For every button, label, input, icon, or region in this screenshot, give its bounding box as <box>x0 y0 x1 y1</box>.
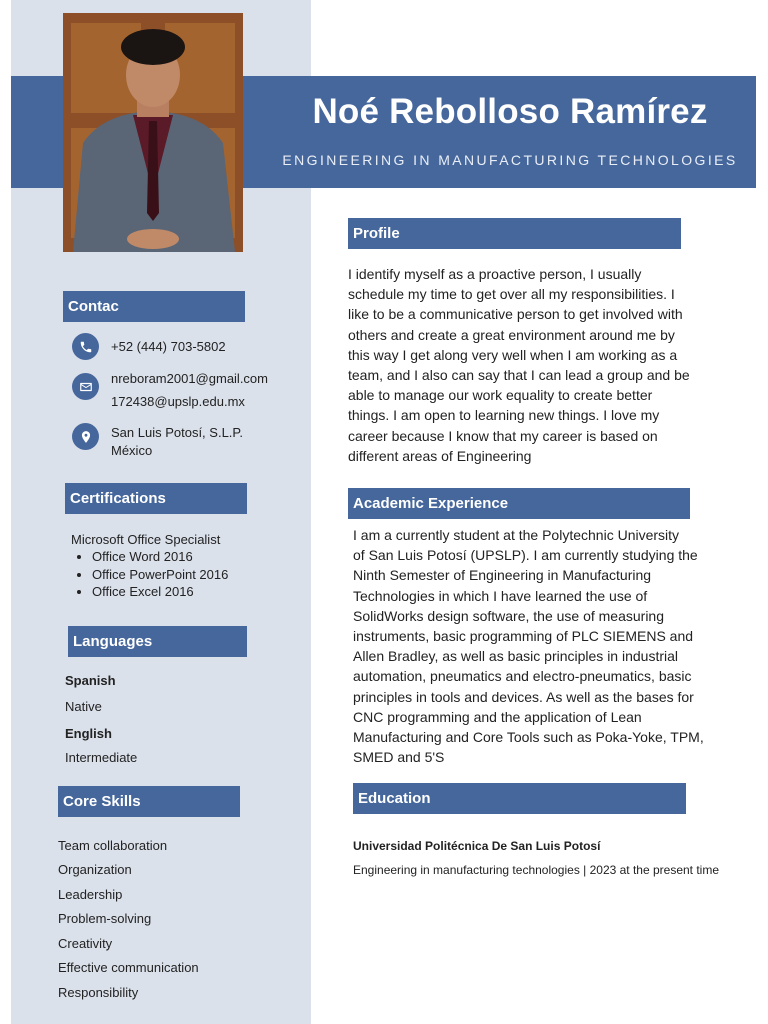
address-line-2: México <box>111 443 153 458</box>
degree-detail: Engineering in manufacturing technologies | 2023 at the present time <box>353 863 720 877</box>
list-item: Creativity <box>58 936 113 951</box>
text-line: others and create a great environment around me by <box>348 326 675 343</box>
text-line: different areas of Engineering <box>348 447 532 464</box>
address-line-1: San Luis Potosí, S.L.P. <box>111 425 244 440</box>
text-line: Ninth Semester of Engineering in Manufacturing <box>353 567 652 584</box>
list-item: • Office PowerPoint 2016 <box>92 566 228 584</box>
school-name: Universidad Politécnica De San Luis Potosí <box>353 839 601 853</box>
list-item: • Office Word 2016 <box>92 548 228 566</box>
languages-heading: Languages <box>68 626 247 657</box>
education-heading: Education <box>353 783 686 814</box>
text-line: I identify myself as a proactive person, I usually <box>348 266 642 282</box>
text-line: Technologies in which I have learned the use of <box>353 587 648 604</box>
text-line: team, and I also can say that I can lead a group and be <box>348 367 690 384</box>
certification-intro: Microsoft Office Specialist <box>71 532 221 547</box>
text-line: Manufacturing and Core Tools such as Poka-Yoke, TPM, <box>353 729 704 746</box>
location-pin-icon <box>72 423 99 450</box>
list-item: • Office Excel 2016 <box>92 583 228 601</box>
text-line: principles in tools and devices. As well as the bases for <box>353 688 694 705</box>
language-level: Intermediate <box>65 750 138 765</box>
text-line: career because I know that my career is based on <box>348 427 658 444</box>
phone-number: +52 (444) 703-5802 <box>111 339 226 354</box>
core-skills-heading: Core Skills <box>58 786 240 817</box>
text-line: SolidWorks design software, the use of measuring <box>353 607 665 624</box>
list-item: Problem-solving <box>58 911 152 926</box>
text-line: of San Luis Potosí (UPSLP). I am currently studying the <box>353 547 698 564</box>
email-address-primary: nreboram2001@gmail.com <box>111 371 268 386</box>
language-name: Spanish <box>65 673 116 688</box>
email-address-secondary: 172438@upslp.edu.mx <box>111 394 245 409</box>
profile-photo <box>63 13 243 252</box>
person-name: Noé Rebolloso Ramírez <box>312 92 708 131</box>
text-line: CNC programming and the application of Lean <box>353 708 642 725</box>
phone-icon <box>72 333 99 360</box>
text-line: automation, pneumatics and electro-pneumatics, basic <box>353 668 692 685</box>
profile-heading: Profile <box>348 218 681 249</box>
academic-text <box>353 525 704 767</box>
certification-list <box>70 548 228 601</box>
text-line: SMED and 5'S <box>353 749 445 766</box>
language-name: English <box>65 726 112 741</box>
profile-text <box>348 264 690 466</box>
text-line: able to manage our work equality to create better <box>348 387 653 404</box>
contact-heading: Contac <box>63 291 245 322</box>
text-line: like to be a communicative person to get involved with <box>348 306 683 323</box>
academic-heading: Academic Experience <box>348 488 690 519</box>
text-line: Allen Bradley, as well as basic principles in industrial <box>353 648 679 665</box>
text-line: things. I am open to learning new things. I love my <box>348 407 660 424</box>
email-icon <box>72 373 99 400</box>
language-level: Native <box>65 699 102 714</box>
text-line: I am a currently student at the Polytechnic University <box>353 527 680 543</box>
list-item: Leadership <box>58 887 123 902</box>
text-line: this way I get along very well when I am working as a <box>348 346 678 363</box>
certifications-heading: Certifications <box>65 483 247 514</box>
text-line: schedule my time to get over all my responsibilities. I <box>348 286 675 303</box>
job-title: ENGINEERING IN MANUFACTURING TECHNOLOGIES <box>282 152 738 168</box>
list-item: Team collaboration <box>58 838 168 853</box>
list-item: Effective communication <box>58 960 199 975</box>
list-item: Organization <box>58 862 132 877</box>
text-line: instruments, basic programming of PLC SIEMENS and <box>353 628 694 645</box>
list-item: Responsibility <box>58 985 139 1000</box>
